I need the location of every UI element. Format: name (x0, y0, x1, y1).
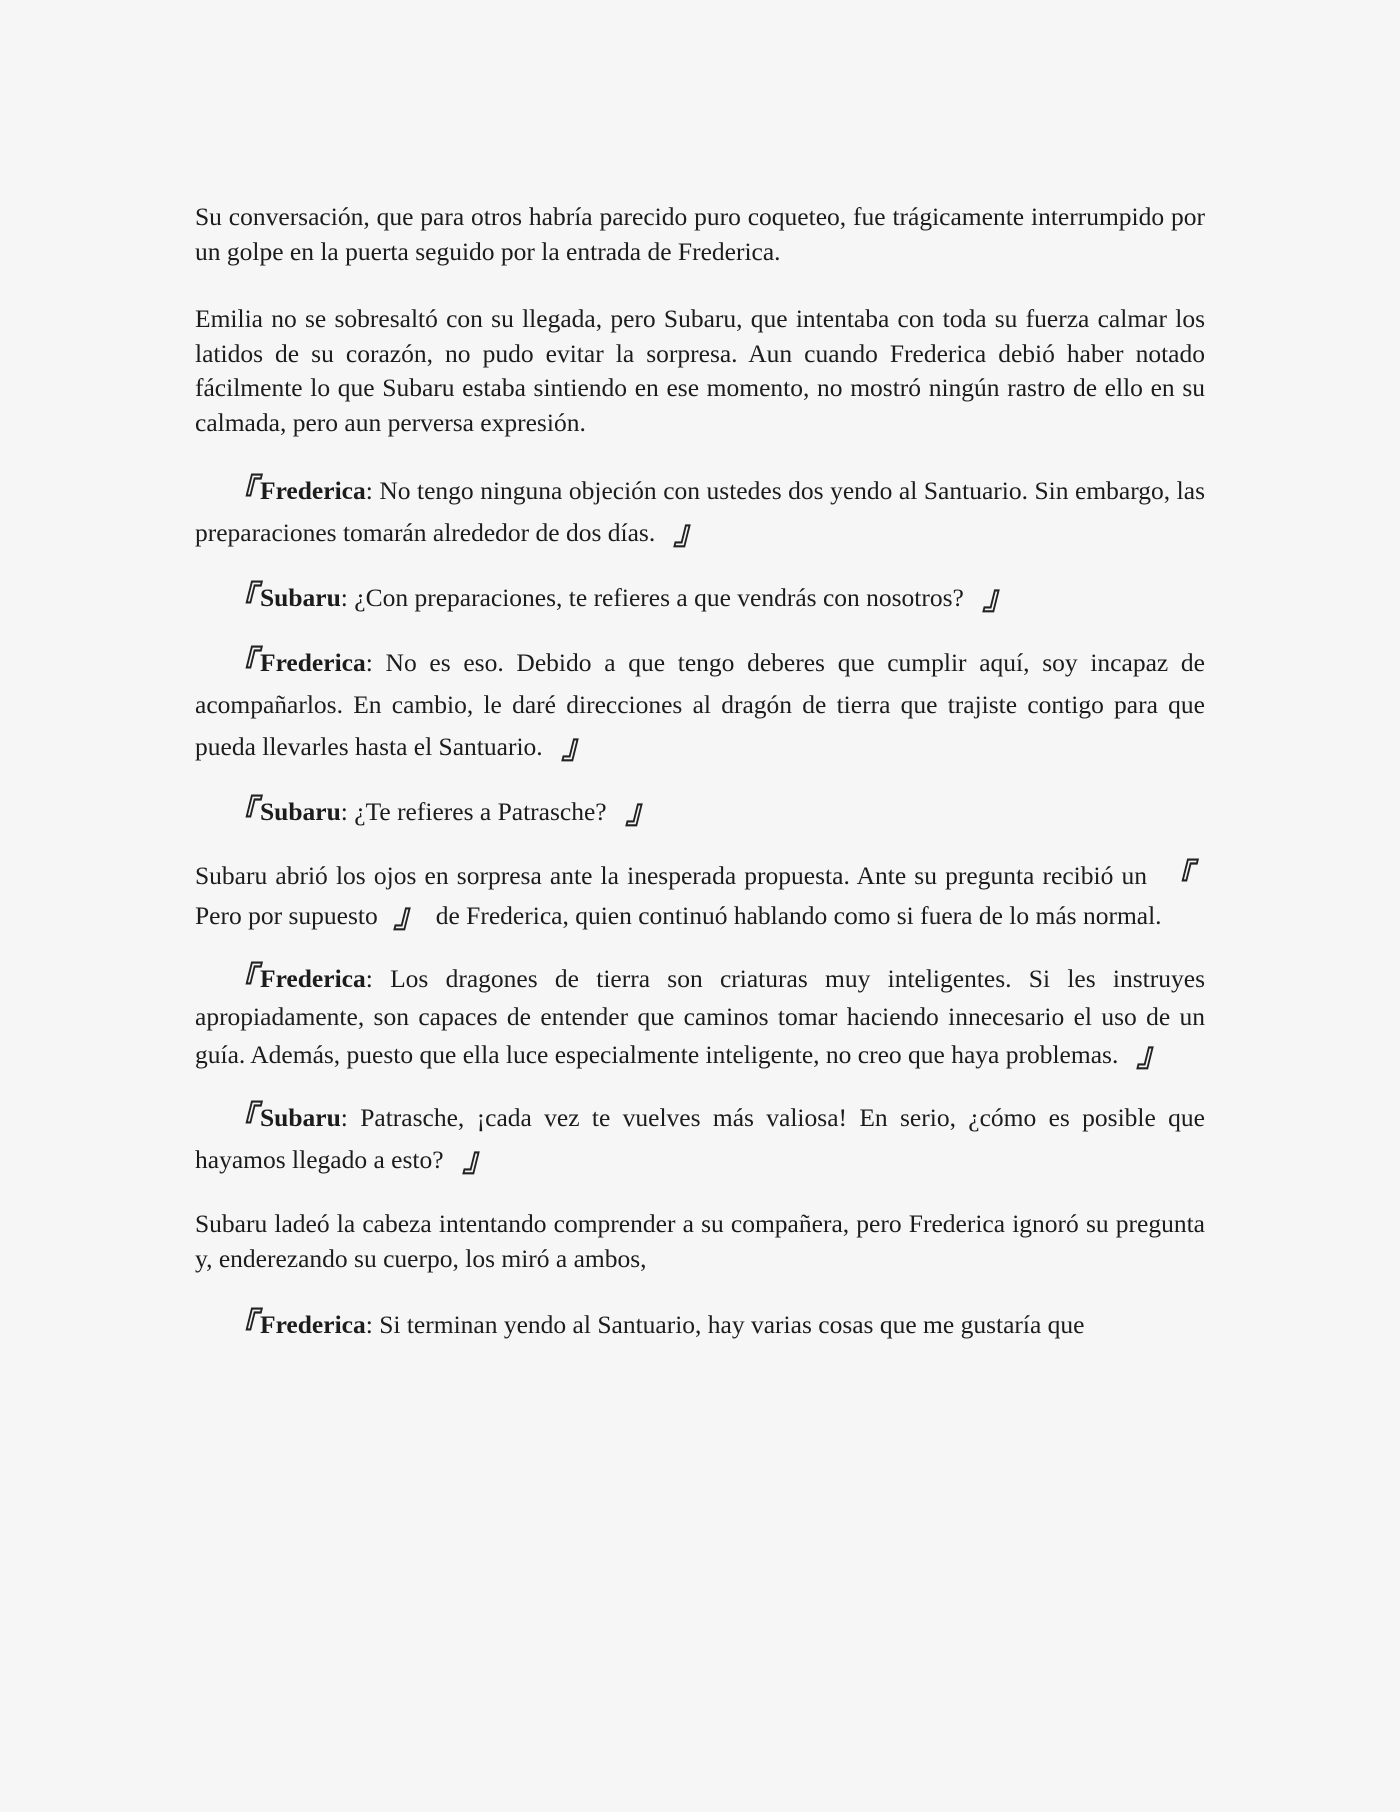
close-quote-mark: 』 (622, 793, 663, 832)
speaker-name: Frederica (260, 1310, 366, 1339)
narration-paragraph (195, 200, 1205, 269)
speaker-name: Subaru (260, 583, 341, 612)
dialogue-line (195, 642, 1205, 768)
paragraph-text: Emilia no se sobresaltó con su llegada, pero Subaru, que intentaba con toda su fuerza calmar los latidos de su corazón, no pudo evitar la sorpresa. Aun cuando Frederica debió haber notado fácilmente lo que Subaru estaba sintiendo en ese momento, no mostró ningún rastro de ello en su calmada, pero aun perversa expresión. (195, 304, 1205, 437)
open-quote-mark: 『 (1160, 857, 1200, 896)
paragraph-text: Subaru ladeó la cabeza intentando comprender a su compañera, pero Frederica ignoró su pregunta y, enderezando su cuerpo, los miró a ambos, (195, 1209, 1205, 1273)
dialogue-line (195, 1097, 1205, 1181)
speaker-name: Subaru (260, 797, 341, 826)
open-quote-mark: 『 (224, 579, 264, 618)
dialogue-text: : No tengo ninguna objeción con ustedes dos yendo al Santuario. Sin embargo, las preparaciones tomarán alrededor de dos días. (195, 476, 1205, 547)
dialogue-text: : Los dragones de tierra son criaturas muy inteligentes. Si les instruyes apropiadamente, son capaces de entender que caminos tomar haciendo innecesario el uso de un guía. Además, puesto que ella luce especialmente inteligente, no creo que haya problemas. (195, 964, 1205, 1069)
open-quote-mark: 『 (224, 1099, 264, 1138)
close-quote-mark: 』 (391, 897, 431, 936)
dialogue-text: : Patrasche, ¡cada vez te vuelves más valiosa! En serio, ¿cómo es posible que hayamos llegado a esto? (195, 1103, 1205, 1174)
paragraph-text: Subaru abrió los ojos en sorpresa ante la inesperada propuesta. Ante su pregunta recibió un (195, 861, 1147, 890)
close-quote-mark: 』 (980, 579, 1020, 618)
dialogue-line (195, 470, 1205, 554)
dialogue-text: : ¿Te refieres a Patrasche? (340, 797, 607, 826)
dialogue-line (195, 960, 1205, 1074)
paragraph-text: de Frederica, quien continuó hablando como si fuera de lo más normal. (435, 901, 1162, 930)
close-quote-mark: 』 (459, 1141, 500, 1180)
close-quote-mark: 』 (671, 514, 712, 553)
dialogue-text: : ¿Con preparaciones, te refieres a que vendrás con nosotros? (340, 583, 964, 612)
close-quote-mark: 』 (559, 728, 599, 767)
dialogue-line (195, 1304, 1205, 1346)
dialogue-line (195, 791, 1205, 833)
page-body (195, 200, 1205, 1369)
open-quote-mark: 『 (224, 1306, 264, 1345)
open-quote-mark: 『 (224, 472, 264, 511)
open-quote-mark: 『 (224, 793, 264, 832)
speaker-name: Frederica (260, 964, 366, 993)
speaker-name: Subaru (260, 1103, 341, 1132)
quoted-text: Pero por supuesto (195, 901, 378, 930)
speaker-name: Frederica (260, 476, 366, 505)
narration-paragraph (195, 302, 1205, 440)
close-quote-mark: 』 (1134, 1036, 1175, 1075)
dialogue-text: : No es eso. Debido a que tengo deberes que cumplir aquí, soy incapaz de acompañarlos. En cambio, le daré direcciones al dragón de tierra que trajiste contigo para que pueda llevarles hasta el Santuario. (195, 648, 1205, 761)
dialogue-text: : Si terminan yendo al Santuario, hay varias cosas que me gustaría que (365, 1310, 1085, 1339)
open-quote-mark: 『 (224, 960, 264, 999)
speaker-name: Frederica (260, 648, 366, 677)
open-quote-mark: 『 (224, 644, 264, 683)
paragraph-text: Su conversación, que para otros habría parecido puro coqueteo, fue trágicamente interrumpido por un golpe en la puerta seguido por la entrada de Frederica. (195, 202, 1205, 266)
dialogue-line (195, 577, 1205, 619)
narration-paragraph (195, 856, 1205, 936)
narration-paragraph (195, 1207, 1205, 1276)
